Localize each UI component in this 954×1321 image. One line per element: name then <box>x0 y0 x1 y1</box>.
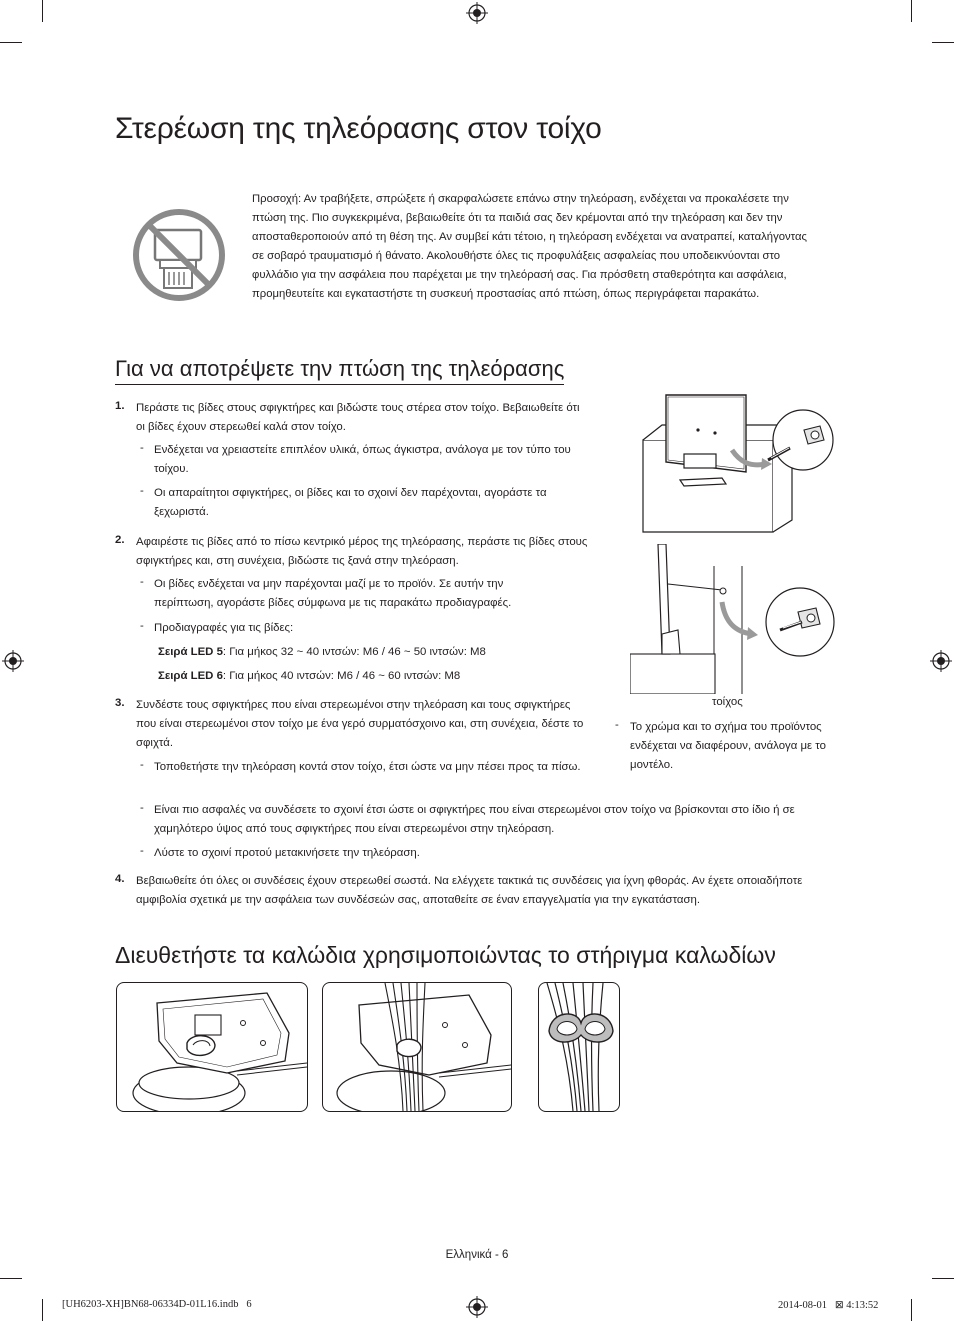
step-2-note: Προδιαγραφές για τις βίδες: <box>154 622 294 634</box>
spec-value: : Για μήκος 32 ~ 40 ιντσών: M6 / 46 ~ 50 ιντσών: M8 <box>222 646 486 658</box>
tv-stand-clamp-illustration <box>640 392 840 542</box>
step-number: 1. <box>115 400 125 412</box>
crop-mark <box>932 1278 954 1279</box>
crop-mark <box>911 0 912 22</box>
registration-mark-icon <box>466 1296 488 1318</box>
cable-holder-illustration-1 <box>116 982 308 1112</box>
cable-holder-illustration-2 <box>322 982 512 1112</box>
step-number: 3. <box>115 697 125 709</box>
step-3-text: Συνδέστε τους σφιγκτήρες που είναι στερεωμένοι στην τηλεόραση και τους σφιγκτήρες που είναι στερεωμένοι στον τοίχο με ένα γερό συρματόσχοινο και, στη συνέχεια, δέστε το σφιχτά. <box>136 699 584 749</box>
step-2-note: Οι βίδες ενδέχεται να μην παρέχονται μαζί με το προϊόν. Σε αυτήν την περίπτωση, αγοράστε βίδες σύμφωνα με τις παρακάτω προδιαγραφές. <box>154 578 512 609</box>
step-3-note: Είναι πιο ασφαλές να συνδέσετε το σχοινί έτσι ώστε οι σφιγκτήρες που είναι στερεωμένοι στον τοίχο να βρίσκονται στο ίδιο ή σε χαμηλότερο ύψος από τους σφιγκτήρες που είναι στερεωμένοι στην τηλεόραση. <box>154 804 795 835</box>
crop-mark <box>42 1299 43 1321</box>
step-1-note: Οι απαραίτητοι σφιγκτήρες, οι βίδες και το σχοινί δεν παρέχονται, αγοράστε τα ξεχωριστά. <box>154 487 547 518</box>
section-heading-cable-holder: Διευθετήστε τα καλώδια χρησιμοποιώντας το στήριγμα καλωδίων <box>115 942 776 968</box>
note-dash: - <box>140 620 144 632</box>
crop-mark <box>42 0 43 22</box>
step-2-text: Αφαιρέστε τις βίδες από το πίσω κεντρικό μέρος της τηλεόρασης, περάστε τις βίδες στους σφιγκτήρες και, στη συνέχεια, βιδώστε τις ξανά στην τηλεόραση. <box>136 536 588 567</box>
step-3-note: Τοποθετήστε την τηλεόραση κοντά στον τοίχο, έτσι ώστε να μην πέσει προς τα πίσω. <box>154 761 581 773</box>
file-slug: [UH6203-XH]BN68-06334D-01L16.indb 6 <box>62 1299 252 1310</box>
screw-spec-led5 <box>158 643 486 662</box>
page-title: Στερέωση της τηλεόρασης στον τοίχο <box>115 112 602 145</box>
note-dash: - <box>140 759 144 771</box>
registration-mark-icon <box>930 650 952 672</box>
figure-note: Το χρώμα και το σχήμα του προϊόντος ενδέχεται να διαφέρουν, ανάλογα με το μοντέλο. <box>630 721 826 771</box>
registration-mark-icon <box>2 650 24 672</box>
crop-mark <box>0 42 22 43</box>
spec-value: : Για μήκος 40 ιντσών: M6 / 46 ~ 60 ιντσών: M8 <box>222 670 461 682</box>
note-dash: - <box>140 485 144 497</box>
crop-mark <box>911 1299 912 1321</box>
cable-holder-illustration-3 <box>538 982 620 1112</box>
note-dash: - <box>140 442 144 454</box>
step-1-note: Ενδέχεται να χρειαστείτε επιπλέον υλικά, όπως άγκιστρα, ανάλογα με τον τύπο του τοίχου. <box>154 444 571 475</box>
note-dash: - <box>140 845 144 857</box>
step-4-text: Βεβαιωθείτε ότι όλες οι συνδέσεις έχουν στερεωθεί σωστά. Να ελέγχετε τακτικά τις συνδέσεις για ίχνη φθοράς. Αν έχετε οποιαδήποτε αμφιβολία σχετικά με την ασφάλεια των συνδέσεών σας, αποταθείτε σε έναν επαγγελματία για την εγκατάσταση. <box>136 875 803 906</box>
section-heading-prevent-fall: Για να αποτρέψετε την πτώση της τηλεόρασης <box>115 356 564 385</box>
step-1-text: Περάστε τις βίδες στους σφιγκτήρες και βιδώστε τους στέρεα στον τοίχο. Βεβαιωθείτε ότι οι βίδες έχουν στερεωθεί καλά στον τοίχο. <box>136 402 580 433</box>
tv-wall-side-illustration <box>630 544 840 694</box>
registration-mark-icon <box>466 2 488 24</box>
note-dash: - <box>615 719 619 731</box>
crop-mark <box>932 42 954 43</box>
page-number: Ελληνικά - 6 <box>445 1249 509 1261</box>
step-number: 2. <box>115 534 125 546</box>
step-3-note: Λύστε το σχοινί προτού μετακινήσετε την τηλεόραση. <box>154 847 420 859</box>
wall-label: τοίχος <box>712 696 743 708</box>
note-dash: - <box>140 576 144 588</box>
warning-text: Προσοχή: Αν τραβήξετε, σπρώξετε ή σκαρφαλώσετε επάνω στην τηλεόραση, ενδέχεται να προκαλέσετε την πτώση της. Πιο συγκεκριμένα, βεβαιωθείτε ότι τα παιδιά σας δεν κρέμονται από την τηλεόραση και δεν την αποσταθεροποιούν από τη θέση της. Αν συμβεί κάτι τέτοιο, η τηλεόραση ενδέχεται να ανατραπεί, καταλήγοντας σε σοβαρό τραυματισμό ή θάνατο. Ακολουθήστε όλες τις προφυλάξεις ασφαλείας που υποδεικνύονται στο φυλλάδιο για την ασφάλεια που παρέχεται με την τηλεόρασή σας. Για πρόσθετη σταθερότητα και ασφάλεια, προμηθευτείτε και εγκαταστήστε τη συσκευή προστασίας από πτώση, όπως περιγράφεται παρακάτω. <box>252 193 807 300</box>
spec-label: Σειρά LED 5 <box>158 646 223 658</box>
spec-label: Σειρά LED 6 <box>158 670 223 682</box>
date-slug: 2014-08-01 ⊠ 4:13:52 <box>778 1300 879 1311</box>
screw-spec-led6 <box>158 667 460 686</box>
crop-mark <box>0 1278 22 1279</box>
step-number: 4. <box>115 873 125 885</box>
note-dash: - <box>140 802 144 814</box>
no-climbing-warning-icon <box>132 208 226 302</box>
